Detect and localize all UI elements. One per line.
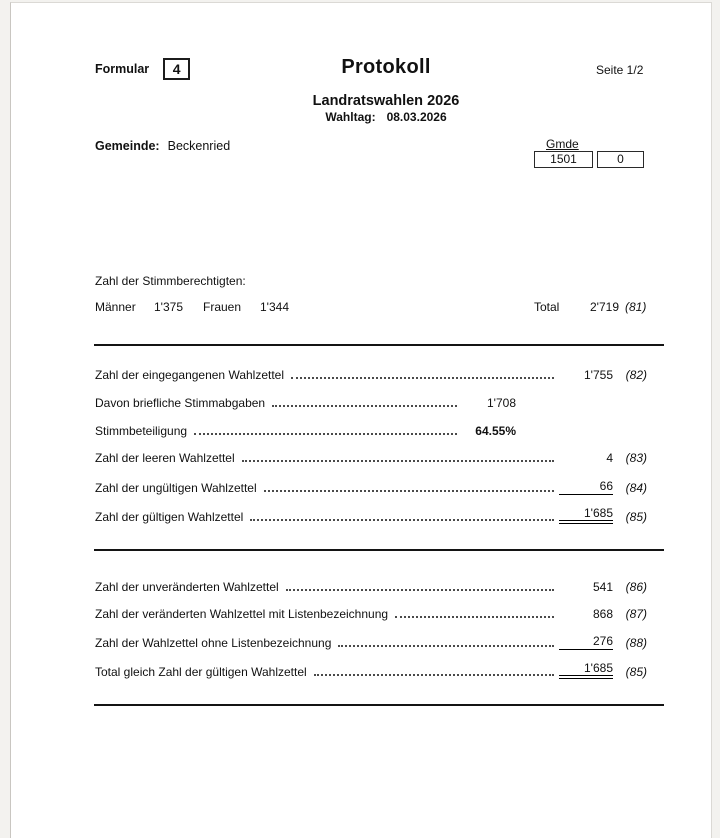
page-indicator: Seite 1/2 bbox=[596, 63, 644, 77]
table-row-83 bbox=[95, 451, 647, 465]
gemeinde-name: Beckenried bbox=[167, 139, 231, 153]
row-label: Zahl der leeren Wahlzettel bbox=[95, 451, 235, 465]
row-label: Zahl der eingegangenen Wahlzettel bbox=[95, 368, 285, 382]
row-label: Zahl der ungültigen Wahlzettel bbox=[95, 481, 257, 495]
row-label: Zahl der Wahlzettel ohne Listenbezeichnung bbox=[95, 636, 332, 650]
table-row-84 bbox=[95, 479, 647, 495]
maenner-value: 1'375 bbox=[154, 300, 183, 314]
row-value: 541 bbox=[592, 580, 613, 594]
total-value: 2'719 bbox=[590, 300, 619, 314]
page-title: Protokoll bbox=[341, 56, 431, 78]
dot-leader bbox=[314, 674, 554, 676]
gmde-code-box-1: 1501 bbox=[534, 151, 593, 168]
row-value: 1'685 bbox=[559, 506, 613, 524]
table-row-briefliche bbox=[95, 396, 647, 410]
row-code: (87) bbox=[625, 607, 647, 621]
gemeinde-row bbox=[95, 139, 230, 153]
frauen-label: Frauen bbox=[203, 300, 242, 314]
electorate-row bbox=[95, 300, 651, 315]
row-label: Davon briefliche Stimmabgaben bbox=[95, 396, 266, 410]
row-value: 66 bbox=[559, 479, 613, 495]
row-label: Zahl der gültigen Wahlzettel bbox=[95, 510, 244, 524]
row-label: Zahl der veränderten Wahlzettel mit Listenbezeichnung bbox=[95, 607, 389, 621]
row-value: 868 bbox=[592, 607, 613, 621]
dot-leader bbox=[291, 377, 554, 379]
row-value: 4 bbox=[606, 451, 613, 465]
row-label: Total gleich Zahl der gültigen Wahlzettel bbox=[95, 665, 307, 679]
election-subtitle: Landratswahlen 2026 bbox=[312, 93, 460, 109]
wahltag-date: 08.03.2026 bbox=[386, 110, 447, 124]
table-row-stimmbeteiligung bbox=[95, 424, 647, 438]
formular-label: Formular bbox=[95, 62, 150, 76]
row-code: (86) bbox=[625, 580, 647, 594]
row-code: (85) bbox=[625, 510, 647, 524]
horizontal-rule bbox=[94, 344, 664, 346]
wahltag-label: Wahltag: bbox=[325, 110, 376, 124]
row-value: 1'755 bbox=[584, 368, 613, 382]
table-row-82 bbox=[95, 368, 647, 382]
total-code: (81) bbox=[625, 300, 647, 314]
gemeinde-label: Gemeinde: bbox=[95, 139, 160, 153]
row-code: (82) bbox=[625, 368, 647, 382]
dot-leader bbox=[242, 460, 554, 462]
table-row-86 bbox=[95, 580, 647, 594]
row-value: 276 bbox=[559, 634, 613, 650]
row-value: 1'685 bbox=[559, 661, 613, 679]
row-value: 64.55% bbox=[475, 424, 516, 438]
dot-leader bbox=[194, 433, 457, 435]
table-row-88 bbox=[95, 634, 647, 650]
row-code: (88) bbox=[625, 636, 647, 650]
row-label: Zahl der unveränderten Wahlzettel bbox=[95, 580, 279, 594]
dot-leader bbox=[338, 645, 554, 647]
maenner-label: Männer bbox=[95, 300, 136, 314]
table-row-85 bbox=[95, 506, 647, 524]
document-page bbox=[10, 2, 712, 838]
dot-leader bbox=[272, 405, 457, 407]
election-date-line bbox=[111, 110, 661, 124]
row-code: (83) bbox=[625, 451, 647, 465]
horizontal-rule bbox=[94, 704, 664, 706]
row-code: (84) bbox=[625, 481, 647, 495]
dot-leader bbox=[250, 519, 554, 521]
dot-leader bbox=[286, 589, 554, 591]
horizontal-rule bbox=[94, 549, 664, 551]
dot-leader bbox=[264, 490, 554, 492]
table-row-total bbox=[95, 661, 647, 679]
row-label: Stimmbeteiligung bbox=[95, 424, 188, 438]
total-label: Total bbox=[534, 300, 560, 314]
gmde-label: Gmde bbox=[546, 137, 579, 151]
row-value: 1'708 bbox=[487, 396, 516, 410]
frauen-value: 1'344 bbox=[260, 300, 289, 314]
gmde-code-box-2: 0 bbox=[597, 151, 644, 168]
dot-leader bbox=[395, 616, 554, 618]
table-row-87 bbox=[95, 607, 647, 621]
row-code: (85) bbox=[625, 665, 647, 679]
electorate-heading: Zahl der Stimmberechtigten: bbox=[95, 274, 246, 288]
formular-number-box: 4 bbox=[163, 58, 190, 80]
